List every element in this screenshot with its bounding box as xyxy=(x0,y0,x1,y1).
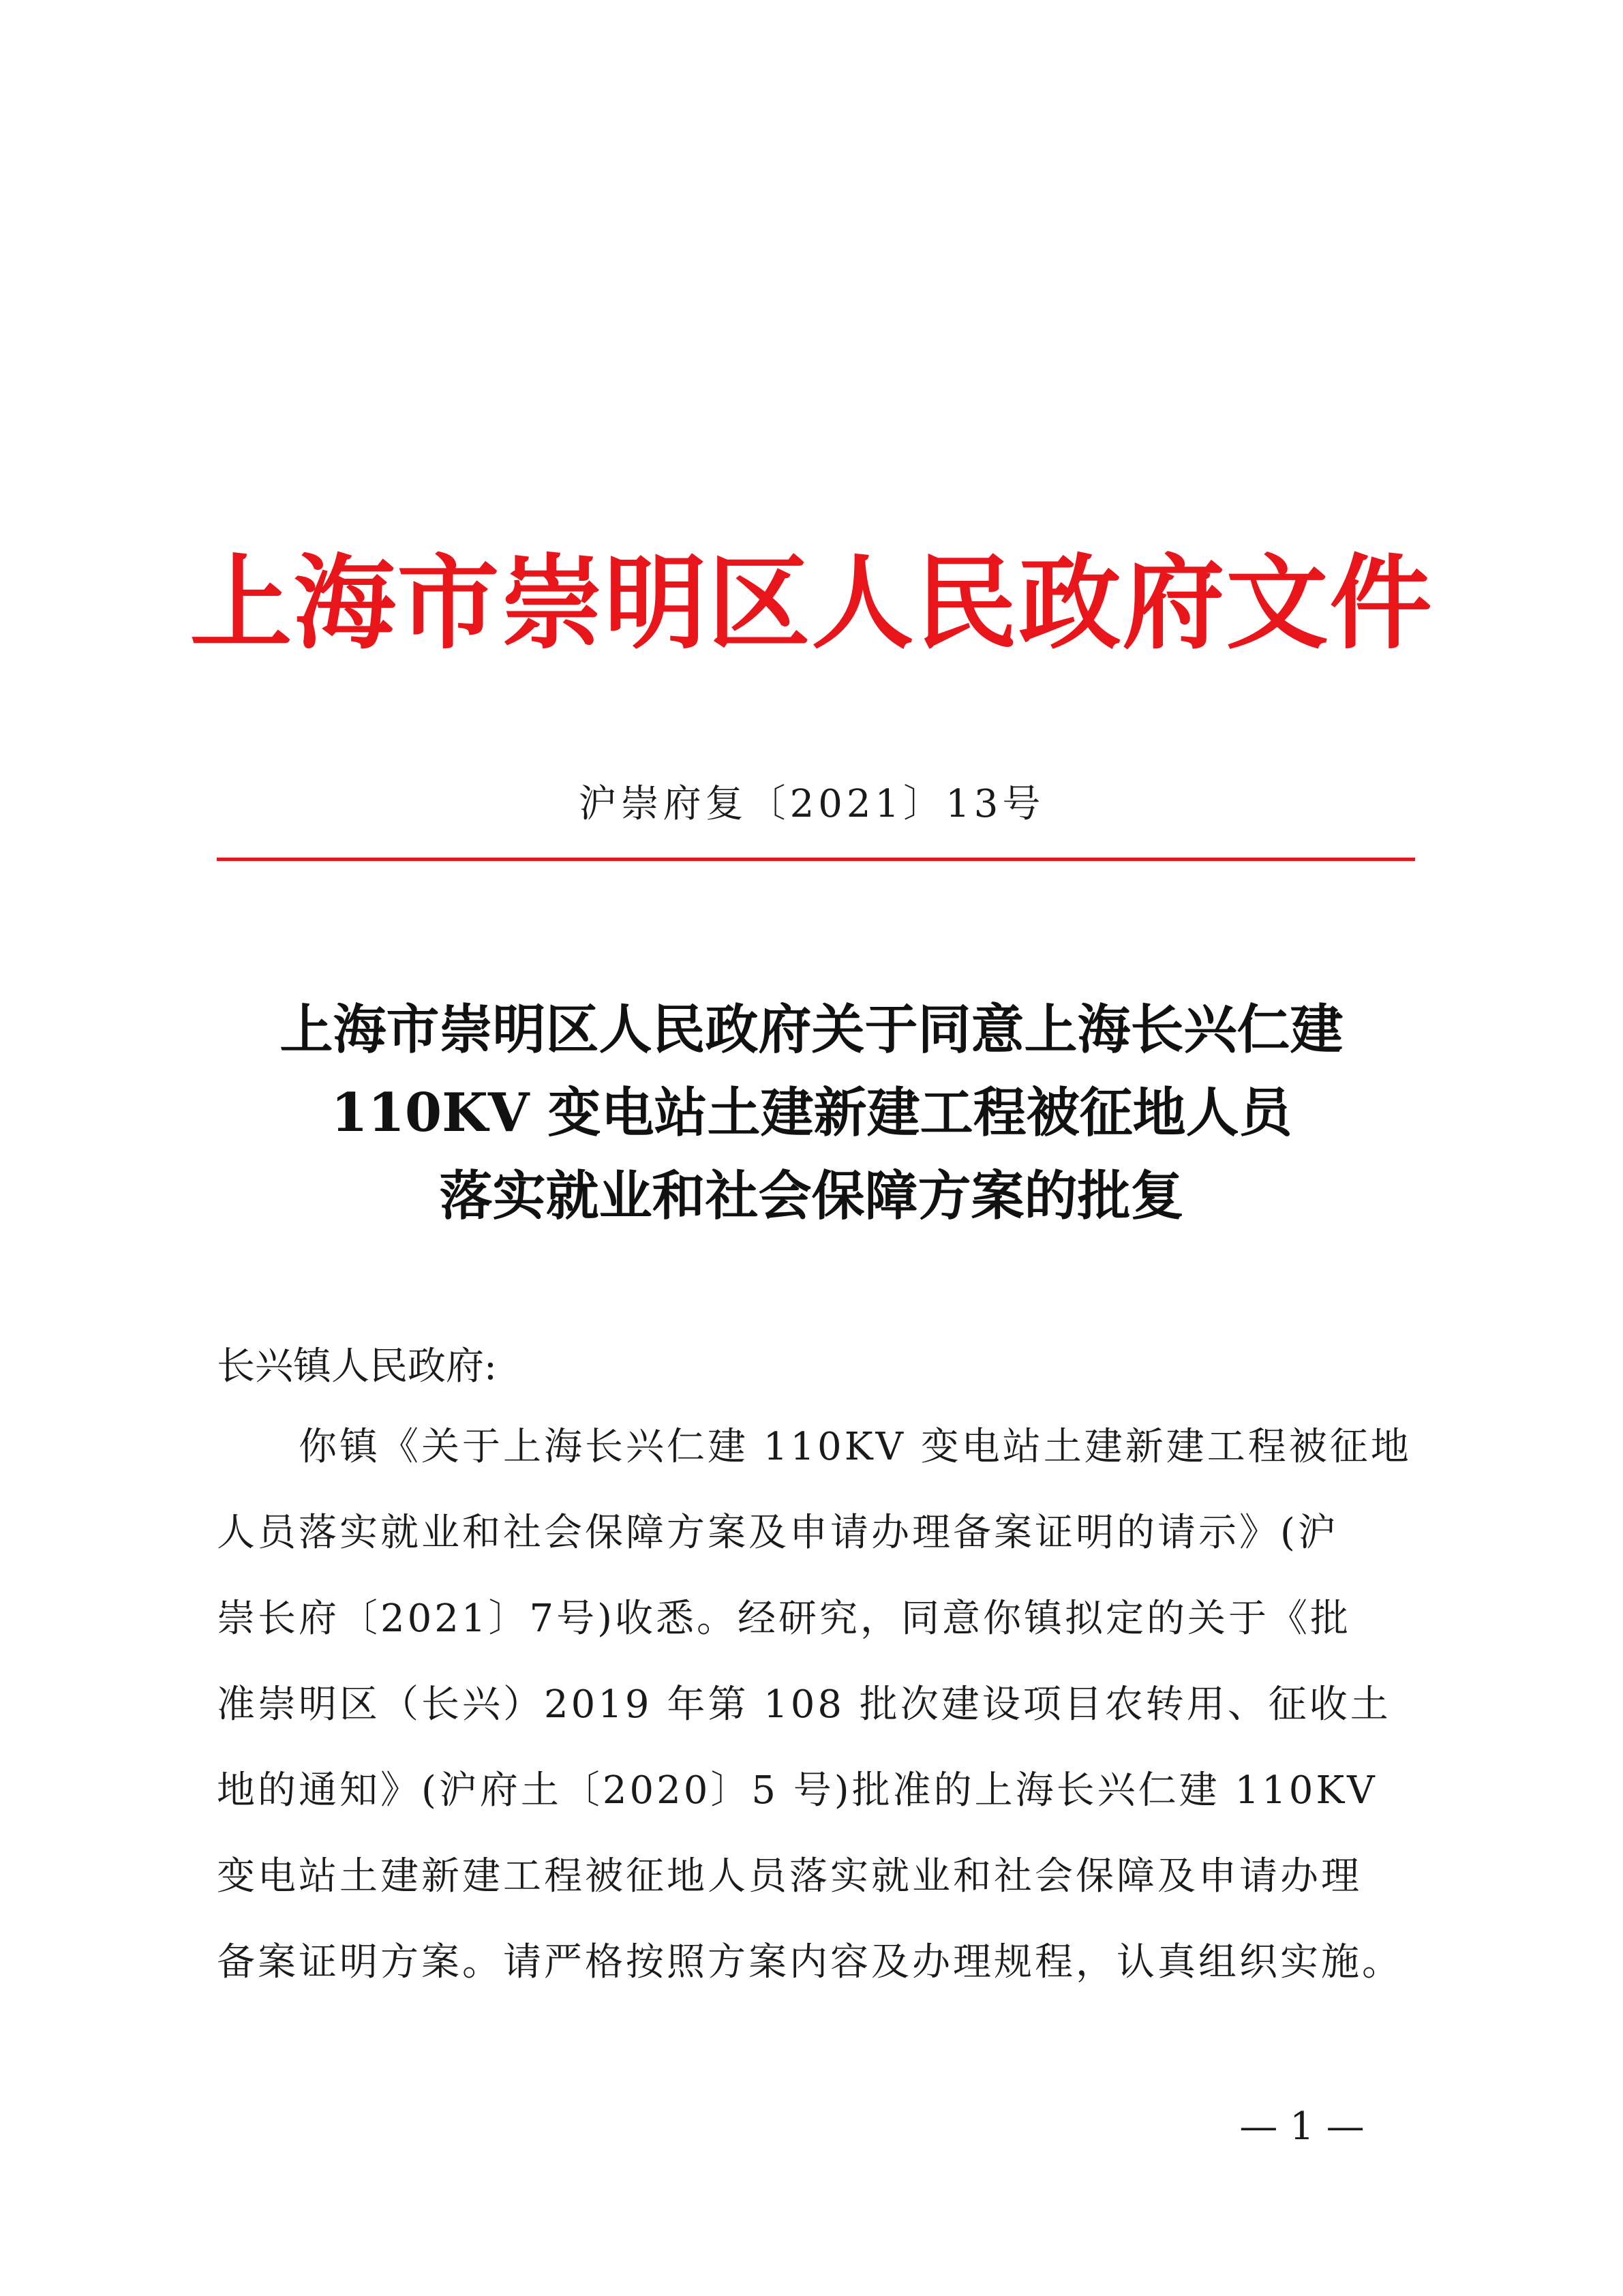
title-line: 110KV 变电站土建新建工程被征地人员 xyxy=(331,1082,1292,1144)
body-line: 你镇《关于上海长兴仁建 110KV 变电站土建新建工程被征地 xyxy=(217,1425,1412,1469)
body-line: 人员落实就业和社会保障方案及申请办理备案证明的请示》(沪 xyxy=(217,1511,1339,1555)
body-line: 备案证明方案。请严格按照方案内容及办理规程，认真组织实施。 xyxy=(217,1940,1403,1984)
red-divider-line xyxy=(217,858,1415,861)
body-line: 准崇明区（长兴）2019 年第 108 批次建设项目农转用、征收土 xyxy=(217,1682,1391,1727)
title-line: 落实就业和社会保障方案的批复 xyxy=(439,1165,1184,1227)
body-line: 地的通知》(沪府土〔2020〕5 号)批准的上海长兴仁建 110KV xyxy=(217,1768,1378,1813)
page-number: — 1 — xyxy=(1239,2104,1365,2149)
body-line: 变电站土建新建工程被征地人员落实就业和社会保障及申请办理 xyxy=(217,1854,1362,1899)
masthead-title: 上海市崇明区人民政府文件 xyxy=(189,543,1434,663)
document-title xyxy=(0,988,1623,1238)
title-line: 上海市崇明区人民政府关于同意上海长兴仁建 xyxy=(279,999,1344,1061)
body-line: 崇长府〔2021〕7号)收悉。经研究，同意你镇拟定的关于《批 xyxy=(217,1597,1351,1641)
document-number: 沪崇府复〔2021〕13号 xyxy=(578,782,1045,826)
body-paragraph xyxy=(217,1404,1420,2006)
addressee: 长兴镇人民政府: xyxy=(217,1344,497,1389)
